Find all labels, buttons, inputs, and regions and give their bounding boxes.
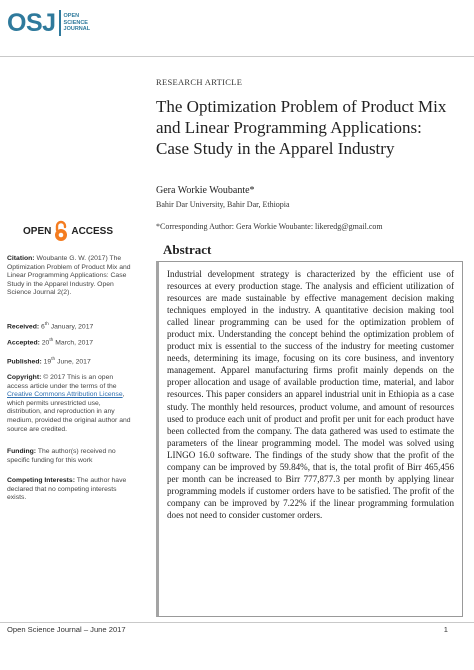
published-block bbox=[7, 356, 135, 367]
published-date: June, 2017 bbox=[57, 358, 91, 366]
received-label: Received: bbox=[7, 323, 40, 331]
funding-block bbox=[7, 448, 135, 465]
copyright-text-1: © 2017 This is an open access article under the terms of the bbox=[7, 374, 117, 390]
citation-text: Woubante G. W. (2017) The Optimization Problem of Product Mix and Linear Programming Applications: Case Study in the Apparel Industry. Open Science Journal 2(2). bbox=[7, 255, 131, 297]
journal-header bbox=[0, 0, 474, 57]
logo-sub-line-3: JOURNAL bbox=[63, 26, 91, 33]
published-day: 19 bbox=[43, 358, 52, 366]
logo-subtitle bbox=[64, 13, 91, 32]
author-affiliation: Bahir Dar University, Bahir Dar, Ethiopia bbox=[156, 200, 290, 209]
article-author: Gera Workie Woubante* bbox=[156, 185, 255, 196]
published-sup: th bbox=[51, 357, 56, 362]
article-title: The Optimization Problem of Product Mix and Linear Programming Applications: Case Study in the Apparel Industry bbox=[156, 97, 447, 158]
citation-label: Citation: bbox=[7, 255, 35, 262]
accepted-block bbox=[7, 337, 135, 348]
logo-sub-line-2: SCIENCE bbox=[63, 19, 88, 26]
page-number: 1 bbox=[443, 625, 448, 634]
open-access-label-right: ACCESS bbox=[71, 225, 114, 237]
license-link[interactable]: Creative Commons Attribution License bbox=[7, 391, 123, 399]
accepted-label: Accepted: bbox=[7, 339, 40, 347]
copyright-block bbox=[7, 374, 135, 434]
competing-interests-block bbox=[7, 477, 135, 503]
received-date: January, 2017 bbox=[50, 323, 94, 331]
copyright-text-2: , which permits unrestricted use, distribution, and reproduction in any medium, provided the original author and source are credited. bbox=[7, 391, 131, 433]
citation-block bbox=[7, 255, 135, 298]
article-type: RESEARCH ARTICLE bbox=[156, 77, 243, 87]
received-sup: th bbox=[44, 322, 49, 327]
journal-logo[interactable] bbox=[7, 10, 90, 36]
logo-mark: OSJ bbox=[7, 8, 56, 37]
received-block bbox=[7, 321, 135, 332]
footer-journal: Open Science Journal – June 2017 bbox=[7, 625, 126, 634]
footer-divider bbox=[0, 622, 474, 623]
open-access-label-left: OPEN bbox=[23, 225, 52, 237]
logo-sub-line-1: OPEN bbox=[63, 13, 80, 20]
abstract-text: Industrial development strategy is characterized by the efficient use of resources at every production stage. The analysis and efficient utilization of resources are made sustainable by effective management decision making techniques employed in the industry. A quantitative decision making tool called linear programming can be used for the optimization problem of product mix. Understanding the concept behind the optimization problem of product mix is essential to the success of the industry for meeting customer needs, determining its image, focusing on its core business, and inventory management. Apparel manufacturing firms profit mainly depends on the proper allocation and usage of available production time, material, and labor resources. This paper considers an apparel industrial unit in Ethiopia as a case study. The monthly held resources, product volume, and amount of resources used to produce each unit of product and profit per unit for each product have been collected from the company. The data gathered was used to estimate the parameters of the linear programming model. The model was solved using LINGO 16.0 software. The findings of the study show that the profit of the company can be improved by 59.84%, that is, the total profit of Birr 465,456 per month can be increased to Birr 777,877.3 per month by applying linear programming models if customer orders have to be satisfied. The profit of the company can be improved by 7.22% if the linear programming formulation does not need to consider customer orders. bbox=[167, 269, 454, 520]
accepted-date: March, 2017 bbox=[55, 339, 93, 347]
abstract-heading: Abstract bbox=[163, 242, 212, 257]
competing-interests-text: The author have declared that no competing interests exists. bbox=[7, 477, 127, 502]
funding-text: The author(s) received no specific funding for this work bbox=[7, 448, 116, 464]
logo-separator bbox=[59, 10, 61, 36]
accepted-day: 20 bbox=[41, 339, 50, 347]
open-access-badge bbox=[23, 220, 113, 242]
copyright-label: Copyright: bbox=[7, 374, 42, 381]
funding-label: Funding: bbox=[7, 448, 37, 455]
open-access-lock-icon bbox=[53, 220, 69, 242]
accepted-sup: th bbox=[49, 338, 54, 343]
abstract-box bbox=[156, 261, 463, 617]
published-label: Published: bbox=[7, 358, 42, 366]
competing-interests-label: Competing Interests: bbox=[7, 477, 75, 484]
corresponding-author: *Corresponding Author: Gera Workie Woubante: likeredg@gmail.com bbox=[156, 222, 383, 231]
received-day: 6 bbox=[41, 323, 45, 331]
